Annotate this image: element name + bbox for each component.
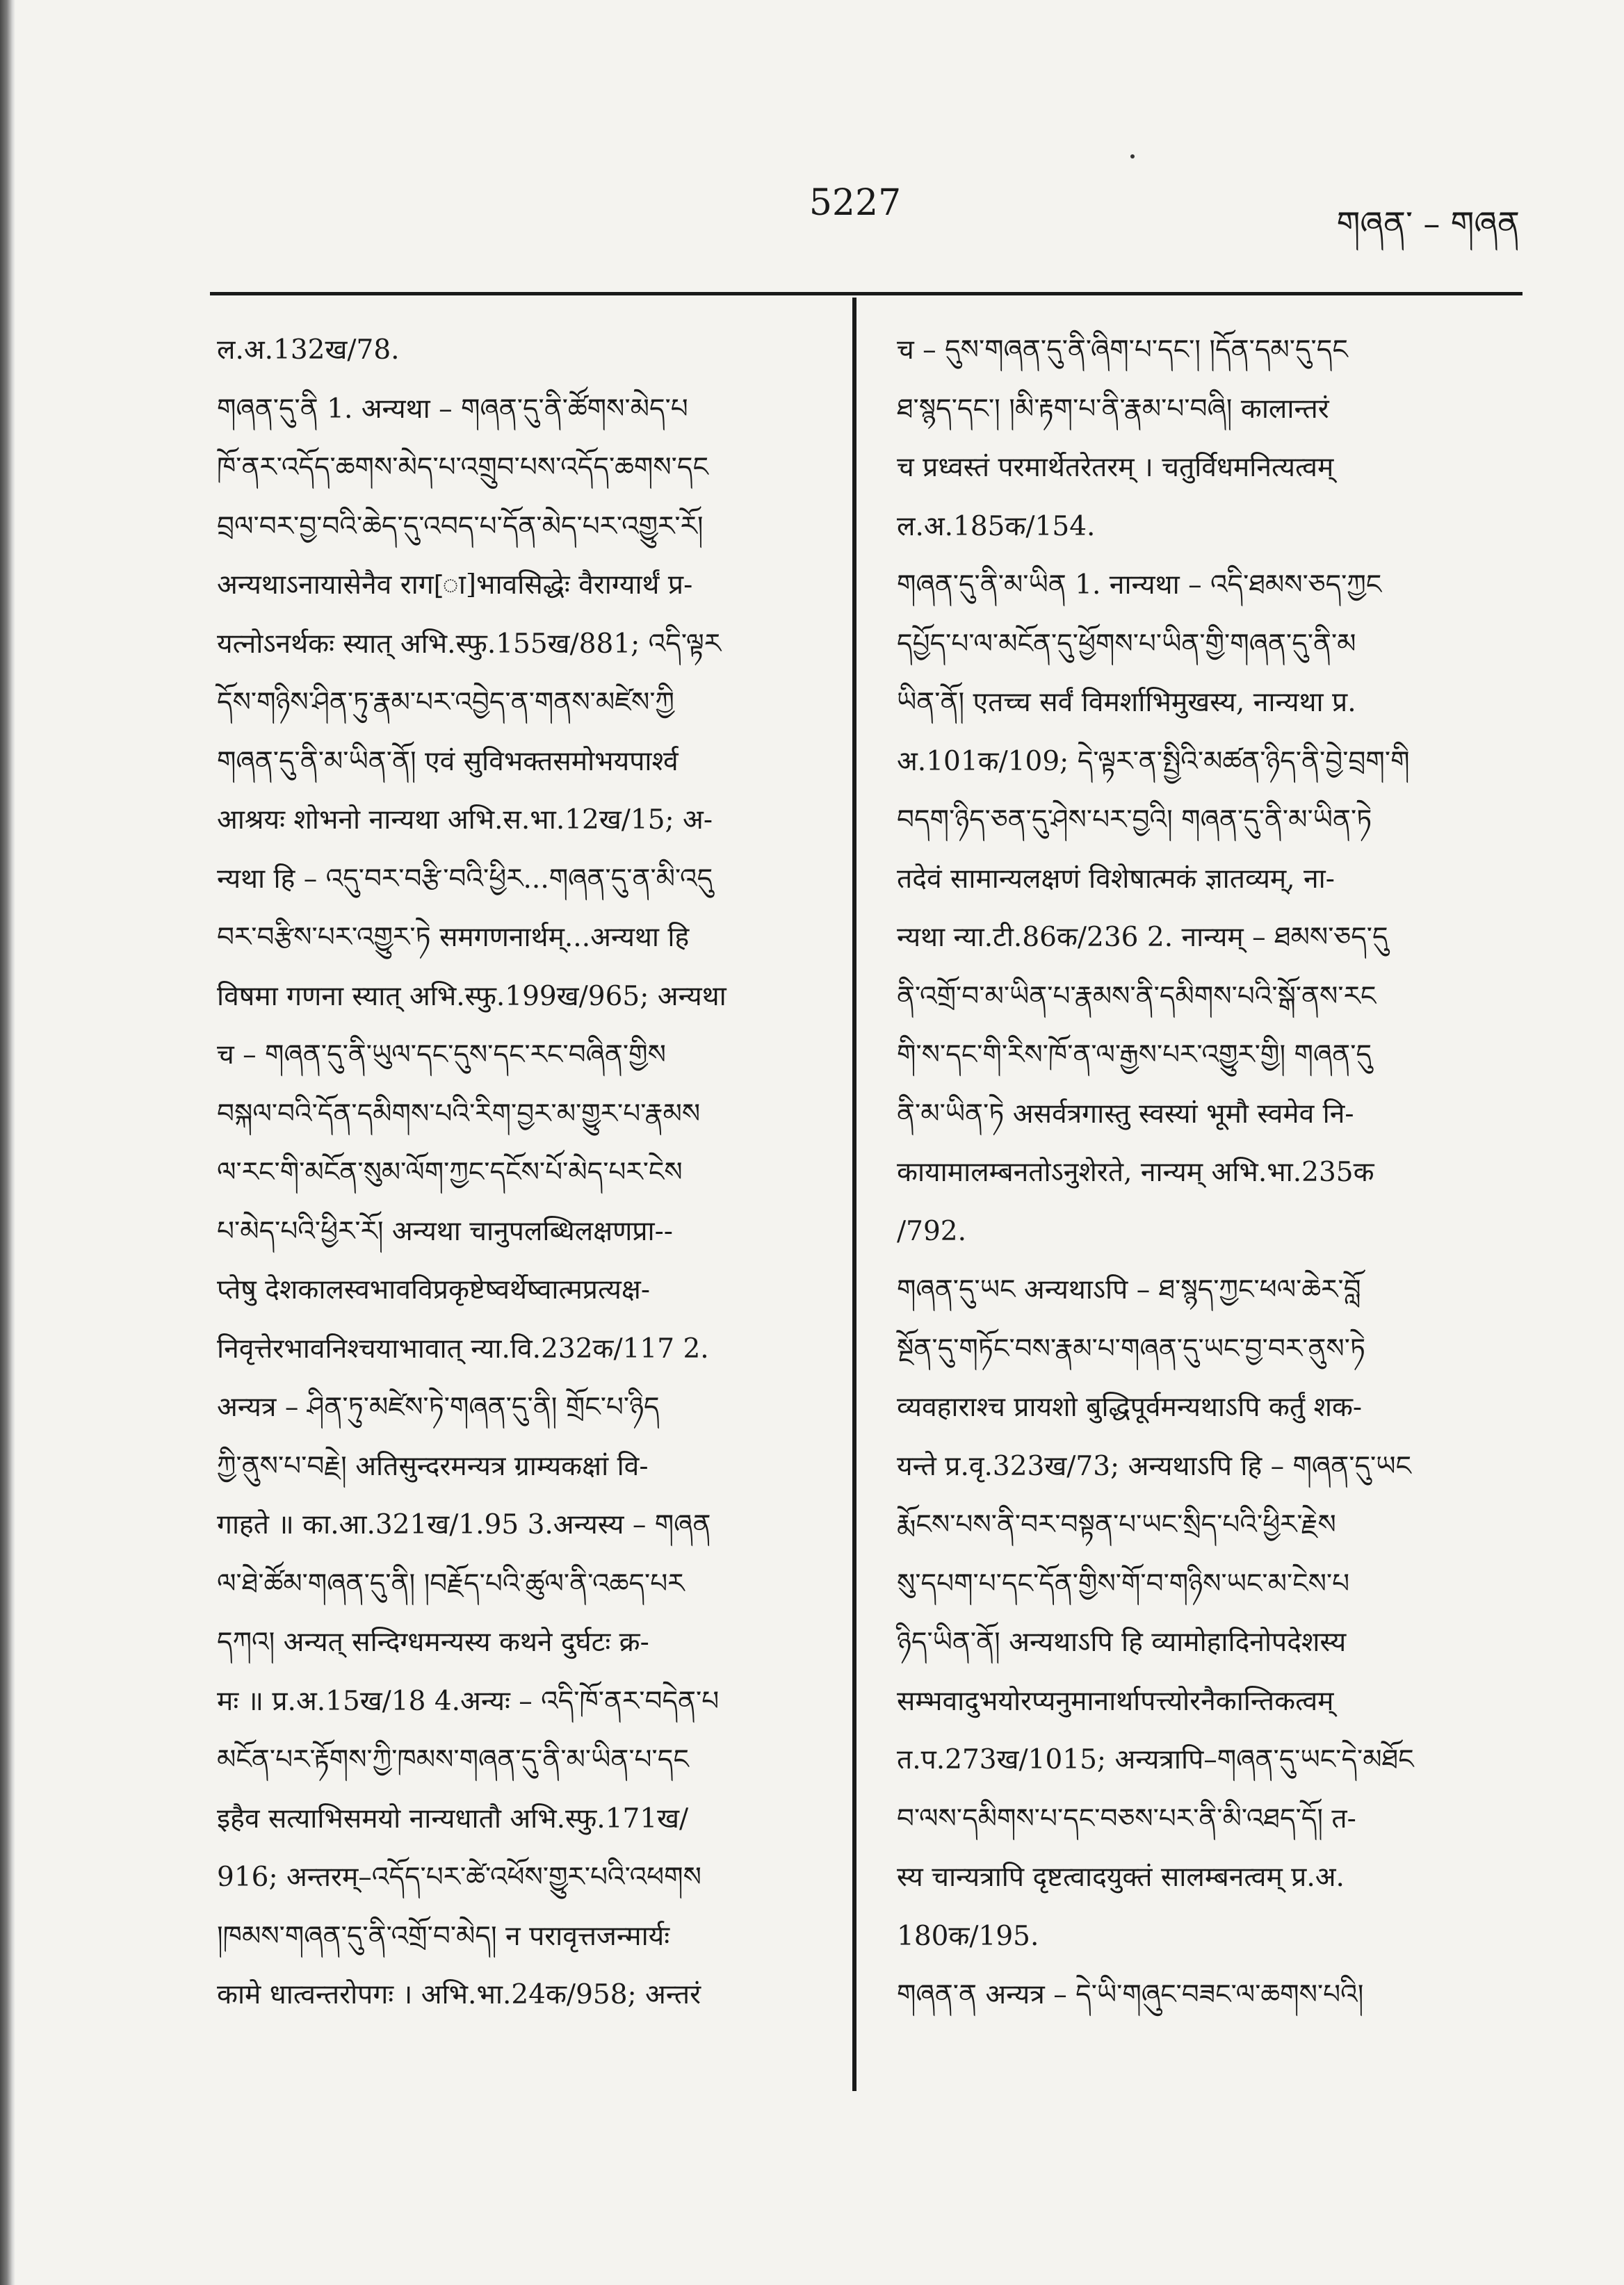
text-line: དཀའ། अन्यत् सन्दिग्धमन्यस्य कथने दुर्घटः क्र- xyxy=(217,1627,649,1658)
text-line: ནི་མ་ཡིན་ཏེ असर्वत्रगास्तु स्वस्यां भूमौ स्वमेव नि- xyxy=(897,1098,1354,1130)
text-line: मः ॥ प्र.अ.15ख/18 4.अन्यः – འདི་ཁོ་ནར་བདེན་པ xyxy=(217,1685,720,1717)
text-line: དཔྱོད་པ་ལ་མངོན་དུ་ཕྱོགས་པ་ཡིན་གྱི་གཞན་དུ་ནི་མ xyxy=(897,628,1356,660)
text-line: ཐ་སྙད་དང་། །མི་རྟག་པ་ནི་རྣམ་པ་བཞི། कालान्तरं xyxy=(897,393,1329,425)
text-line: विषमा गणना स्यात् अभि.स्फु.199ख/965; अन्यथा xyxy=(217,980,726,1012)
text-line: ཁོ་ནར་འདོད་ཆགས་མེད་པ་འགྲུབ་པས་འདོད་ཆགས་དང xyxy=(217,452,708,483)
text-line: स्य चान्यत्रापि दृष्टत्वादयुक्तं सालम्बनत्वम् प्र.अ. xyxy=(897,1862,1345,1893)
header-rule xyxy=(210,292,1522,295)
text-line: གཞན་དུ་ནི 1. अन्यथा – གཞན་དུ་ནི་ཚོགས་མེད་པ xyxy=(217,393,688,425)
text-line: བྲལ་བར་བྱ་བའི་ཆེད་དུ་འབད་པ་དོན་མེད་པར་འགྱུར་རོ། xyxy=(217,510,704,542)
text-line: བདག་ཉིད་ཅན་དུ་ཤེས་པར་བྱའི། གཞན་དུ་ནི་མ་ཡིན་ཏེ xyxy=(897,804,1372,836)
column-divider xyxy=(852,298,856,2091)
text-line: དོས་གཉིས་ཤིན་ཏུ་རྣམ་པར་འབྱེད་ན་གནས་མཛེས་ཀྱི xyxy=(217,687,675,718)
text-line: ल.अ.185क/154. xyxy=(897,510,1096,542)
text-line: ལ་རང་གི་མངོན་སུམ་ལོག་ཀྱང་དངོས་པོ་མེད་པར་ངེས xyxy=(217,1157,683,1188)
text-line: गाहते ॥ का.आ.321ख/1.95 3.अन्यस्य – གཞན xyxy=(217,1509,711,1540)
text-line: ल.अ.132ख/78. xyxy=(217,334,400,366)
text-line: च प्रध्वस्तं परमार्थेतरेतरम् । चतुर्विधमनित्यत्वम् xyxy=(897,452,1334,483)
text-line: अन्यथाऽनायासेनैव राग[ा]भावसिद्धेः वैराग्यार्थं प्र- xyxy=(217,569,693,601)
text-line: རྨོངས་པས་ནི་བར་བསྟན་པ་ཡང་སྲིད་པའི་ཕྱིར་རྗེས xyxy=(897,1509,1336,1540)
text-line: यन्ते प्र.वृ.323ख/73; अन्यथाऽपि हि – གཞན་དུ་ཡང xyxy=(897,1450,1411,1482)
scan-edge-shadow xyxy=(0,0,15,2285)
text-line: བར་བརྩིས་པར་འགྱུར་ཏེ समगणनार्थम्...अन्यथा हि xyxy=(217,922,690,953)
text-line: कायामालम्बनतोऽनुशेरते, नान्यम् अभि.भा.235क xyxy=(897,1157,1374,1188)
text-line: སྔོན་དུ་གཏོང་བས་རྣམ་པ་གཞན་དུ་ཡང་བྱ་བར་ནུས་ཏེ xyxy=(897,1333,1366,1365)
text-line: अन्यत्र – ཤིན་ཏུ་མཛེས་ཏེ་གཞན་དུ་ནི། གྲོང་པ་ཉིད xyxy=(217,1392,660,1423)
speck xyxy=(1130,154,1135,158)
text-line: /792. xyxy=(897,1215,966,1247)
page-number: 5227 xyxy=(809,182,902,224)
text-line: सम्भवादुभयोरप्यनुमानार्थापत्त्योरनैकान्तिकत्वम् xyxy=(897,1685,1334,1717)
text-line: མངོན་པར་རྟོགས་ཀྱི་ཁམས་གཞན་དུ་ནི་མ་ཡིན་པ་དང xyxy=(217,1744,689,1775)
text-line: གཞན་དུ་ཡང अन्यथाऽपि – ཐ་སྙད་ཀྱང་ཕལ་ཆེར་བློ xyxy=(897,1274,1361,1306)
text-line: न्यथा न्या.टी.86क/236 2. नान्यम् – ཐམས་ཅད་དུ xyxy=(897,922,1388,953)
text-line: 180क/195. xyxy=(897,1920,1039,1952)
text-line: इहैव सत्याभिसमयो नान्यधातौ अभि.स्फु.171ख/ xyxy=(217,1803,689,1835)
text-line: ཀྱི་ནུས་པ་བརྗེ། अतिसुन्दरमन्यत्र ग्राम्यकक्षां वि- xyxy=(217,1450,649,1482)
text-line: སུ་དཔག་པ་དང་དོན་གྱིས་གོ་བ་གཉིས་ཡང་མ་ངེས་པ xyxy=(897,1568,1350,1600)
text-line: कामे धात्वन्तरोपगः । अभि.भा.24क/958; अन्तरं xyxy=(217,1979,701,2010)
text-line: བསྐལ་བའི་དོན་དམིགས་པའི་རིག་བྱར་མ་གྱུར་པ་རྣམས xyxy=(217,1098,701,1130)
text-line: निवृत्तेरभावनिश्चयाभावात् न्या.वि.232क/117 2. xyxy=(217,1333,709,1365)
text-line: གཞན་དུ་ནི་མ་ཡིན་ནོ། एवं सुविभक्तसमोभयपार्श्व xyxy=(217,745,679,777)
right-column xyxy=(897,321,1522,2025)
text-line: གཞན་ན अन्यत्र – དེ་ཡི་གཞུང་བཟང་ལ་ཆགས་པའི། xyxy=(897,1979,1364,2010)
text-line: च – གཞན་དུ་ནི་ཡུལ་དང་དུས་དང་རང་བཞིན་གྱིས xyxy=(217,1039,666,1071)
running-head: གཞན་ – གཞན xyxy=(1336,204,1520,243)
text-line: अ.101क/109; དེ་ལྟར་ན་སྤྱིའི་མཚན་ཉིད་ནི་བྱེ་བྲག་གི xyxy=(897,745,1410,777)
text-line: व्यवहाराश्च प्रायशो बुद्धिपूर्वमन्यथाऽपि कर्तुं शक- xyxy=(897,1392,1363,1423)
text-line: 916; अन्तरम्–འདོད་པར་ཚེ་འཕོས་གྱུར་པའི་འཕགས xyxy=(217,1862,701,1893)
text-line: ཡིན་ནོ། एतच्च सर्वं विमर्शाभिमुखस्य, नान्यथा प्र. xyxy=(897,687,1356,718)
text-line: གི་ས་དང་གི་རིས་ཁོ་ན་ལ་རྒྱས་པར་འགྱུར་གྱི། གཞན་དུ xyxy=(897,1039,1372,1071)
text-line: བ་ལས་དམིགས་པ་དང་བཅས་པར་ནི་མི་འཐད་དོ། त- xyxy=(897,1803,1356,1835)
text-line: आश्रयः शोभनो नान्यथा अभि.स.भा.12ख/15; अ- xyxy=(217,804,713,836)
text-line: यत्नोऽनर्थकः स्यात् अभि.स्फु.155ख/881; འདི་ལྟར xyxy=(217,628,722,660)
text-line: ཉིད་ཡིན་ནོ། अन्यथाऽपि हि व्यामोहादिनोपदेशस्य xyxy=(897,1627,1347,1658)
text-line: པ་མེད་པའི་ཕྱིར་རོ། अन्यथा चानुपलब्धिलक्षणप्रा-- xyxy=(217,1215,673,1247)
text-line: त.प.273ख/1015; अन्यत्रापि–གཞན་དུ་ཡང་དེ་མཐོང xyxy=(897,1744,1414,1775)
text-line: च – དུས་གཞན་དུ་ནི་ཞིག་པ་དང་། །དོན་དམ་དུ་དང xyxy=(897,334,1348,366)
text-line: ལ་ཐེ་ཚོམ་གཞན་དུ་ནི། །བརྗོད་པའི་ཚུལ་ནི་འཆད་པར xyxy=(217,1568,685,1600)
text-line: तदेवं सामान्यलक्षणं विशेषात्मकं ज्ञातव्यम्, ना- xyxy=(897,863,1335,895)
text-line: ནི་འགྲོ་བ་མ་ཡིན་པ་རྣམས་ནི་དམིགས་པའི་སྒོ་ནས་རང xyxy=(897,980,1377,1012)
text-line: གཞན་དུ་ནི་མ་ཡིན 1. नान्यथा – འདི་ཐམས་ཅད་ཀྱང xyxy=(897,569,1382,601)
text-line: །ཁམས་གཞན་དུ་ནི་འགྲོ་བ་མེད། न परावृत्तजन्मार्यः xyxy=(217,1920,670,1952)
text-line: प्तेषु देशकालस्वभावविप्रकृष्टेष्वर्थेष्वात्मप्रत्यक्ष- xyxy=(217,1274,651,1306)
text-line: न्यथा हि – འདུ་བར་བརྩི་བའི་ཕྱིར...གཞན་དུ་ན་མི་འདུ xyxy=(217,863,713,895)
left-column xyxy=(217,321,836,2025)
